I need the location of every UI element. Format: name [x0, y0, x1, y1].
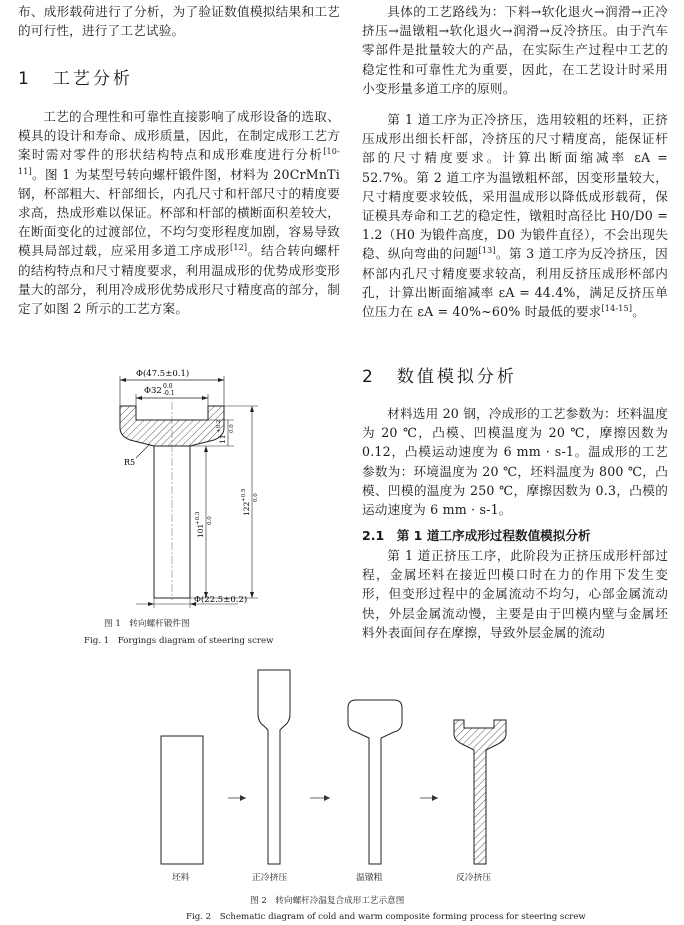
steps-text-b: 。第 3 道工序为反冷挤压，因杯部内孔尺寸精度要求较高，利用反挤压成形杯部内孔，计算出断面缩减率 εA = 44.4%，满足反挤压单位压力在 εA = 40%~60% 时最低的要求	[362, 246, 668, 320]
inner-diameter-label: Φ32	[144, 386, 162, 396]
cup-h-tol-up: +0.2	[216, 419, 222, 433]
section-2-heading	[362, 362, 517, 387]
section-1-title: 工艺分析	[52, 69, 133, 89]
section-2-paragraph: 材料选用 20 钢，冷成形的工艺参数为：坯料温度为 20 ℃，凸模、凹模温度为 20 ℃，摩擦因数为 0.12，凸模运动速度为 6 mm · s-1。温成形的工艺参数为：环境温度为 20 ℃，坯料温度为 800 ℃，凸模、凹模的温度为 250 ℃，摩擦因数为 0.3，凸模的运动速度为 6 mm · s-1。	[362, 406, 668, 518]
section-2-number: 2	[362, 367, 376, 387]
fig2-caption-cn: 图 2 转向螺杆冷温复合成形工艺示意图	[250, 896, 405, 906]
label-billet: 坯料	[172, 873, 190, 883]
cup-height-label: 11	[218, 434, 227, 444]
process-schematic	[150, 668, 550, 868]
total-height-label: 122	[242, 501, 251, 516]
radius-label: R5	[124, 458, 136, 467]
steps-text-c: 。	[632, 304, 645, 320]
total-h-tol-up: +0.5	[241, 488, 247, 502]
top-diameter-label: Φ(47.5±0.1)	[136, 369, 190, 379]
fig1-caption-en: Fig. 1 Forgings diagram of steering screw	[84, 636, 274, 646]
figure-2	[150, 668, 550, 883]
ref-12: [12]	[230, 243, 248, 253]
section-2-title: 数值模拟分析	[396, 367, 517, 387]
fig1-caption-cn: 图 1 转向螺杆锻件图	[104, 619, 190, 629]
p1-text-b: 。图 1 为某型号转向螺杆锻件图，材料为 20CrMnTi 钢，杯部粗大、杆部细长，内孔尺寸和杆部尺寸的精度要求高，热成形难以保证。杯部和杆部的横断面积差较大，在断面变化的过渡部位，不均匀变形程度加剧，容易导致模具局部过载，应采用多道工序成形	[18, 166, 340, 259]
label-warm-upsetting: 温镦粗	[356, 873, 383, 883]
section-1-number: 1	[18, 69, 32, 89]
billet-shape	[161, 736, 203, 864]
steps-text-a: 第 1 道工序为正冷挤压，选用较粗的坯料，正挤压成形出细长杆部，冷挤压的尺寸精度高，能保证杆部的尺寸精度要求。计算出断面缩减率 εA = 52.7%。第 2 道工序为温镦粗杯部，因变形量较大，尺寸精度要求较低，采用温成形以降低成形载荷，保证模具寿命和工艺的稳定性，镦粗时高径比 H0/D0 = 1.2（H0 为锻件高度，D0 为锻件直径），不会出现失稳、纵向弯曲的问题	[362, 112, 668, 262]
ref-13: [13]	[478, 246, 496, 256]
ref-10-11: [10-11]	[18, 147, 340, 176]
total-h-tol-lo: 0.0	[253, 493, 259, 502]
subsection-2-1-paragraph: 第 1 道正挤压工序，此阶段为正挤压成形杆部过程，金属坯料在接近凹模口时在力的作用下发生变形，但变形过程中的金属流动不均匀，心部金属流动快，外层金属流动慢，主要是由于凹模内壁与金属坯料外表面间存在摩擦，导致外层金属的流动	[362, 548, 668, 640]
steps-paragraph	[362, 110, 668, 321]
fig2-caption-en: Fig. 2 Schematic diagram of cold and warm composite forming process for steering screw	[186, 912, 586, 922]
shaft-h-tol-up: +0.3	[195, 511, 201, 525]
intro-paragraph: 布、成形载荷进行了分析，为了验证数值模拟结果和工艺的可行性，进行了工艺试验。	[18, 4, 340, 39]
route-paragraph: 具体的工艺路线为：下料→软化退火→润滑→正冷挤压→温镦粗→软化退火→润滑→反冷挤压。由于汽车零部件是批量较大的产品，在实际生产过程中工艺的稳定性和可靠性尤为重要，因此，在工艺设计时采用小变形量多道工序的原则。	[362, 4, 668, 96]
inner-tol-up: 0.0	[163, 383, 173, 390]
p1-text-a: 工艺的合理性和可靠性直接影响了成形设备的选取、模具的设计和寿命、成形质量，因此，在制定成形工艺方案时需对零件的形状结构特点和成形难度进行分析	[18, 109, 340, 163]
section-1-paragraph	[18, 107, 340, 318]
forging-drawing	[18, 362, 348, 612]
ref-14-15: [14-15]	[601, 303, 633, 313]
shaft-height-label: 101	[196, 523, 205, 538]
upset-shape	[348, 700, 402, 864]
subsection-2-1-number: 2.1	[362, 528, 385, 543]
bottom-diameter-label: Φ(22.5±0.2)	[194, 595, 248, 605]
arrow-3-icon	[432, 795, 438, 801]
shaft-h-tol-lo: 0.0	[207, 516, 213, 525]
figure-1	[18, 362, 348, 662]
backward-extrusion-shape	[454, 720, 506, 864]
section-1-heading	[18, 64, 133, 89]
inner-tol-lo: -0.1	[163, 390, 175, 397]
arrow-1-icon	[240, 795, 246, 801]
subsection-2-1-title: 第 1 道工序成形过程数值模拟分析	[396, 528, 591, 543]
label-backward-extrusion: 反冷挤压	[456, 873, 492, 883]
forward-extrusion-shape	[258, 670, 290, 864]
label-forward-extrusion: 正冷挤压	[252, 873, 288, 883]
p1-text-c: 。结合转向螺杆的结构特点和尺寸精度要求，利用温成形的优势成形变形量大的部分，利用冷成形优势成形尺寸精度高的部分，制定了如图 2 所示的工艺方案。	[18, 243, 341, 317]
subsection-2-1-heading	[362, 526, 591, 545]
arrow-2-icon	[324, 795, 330, 801]
cup-h-tol-lo: 0.0	[229, 424, 235, 433]
